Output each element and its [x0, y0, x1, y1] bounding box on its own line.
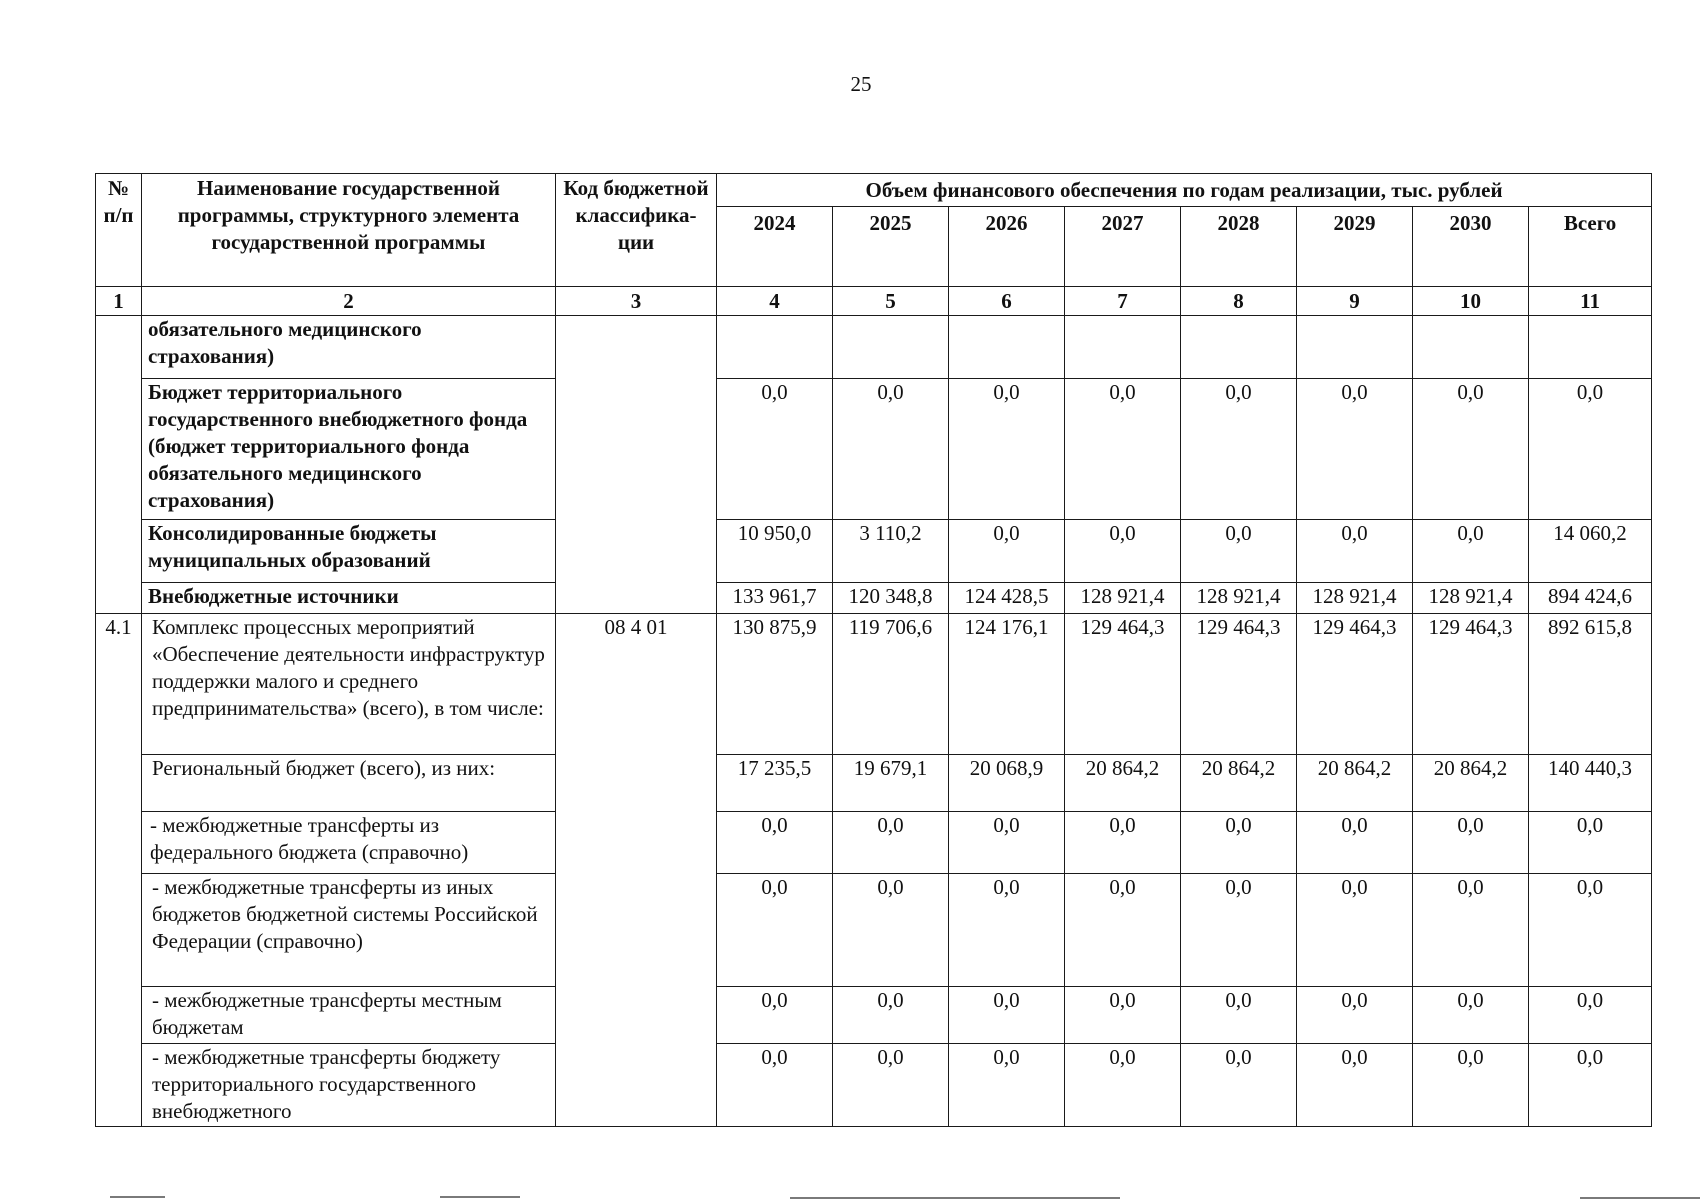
value-cell: 0,0 [1297, 987, 1413, 1044]
value-cell: 0,0 [833, 812, 949, 874]
value-cell: 892 615,8 [1529, 614, 1652, 755]
value-cell: 0,0 [949, 812, 1065, 874]
value-cell [1065, 316, 1181, 379]
table-row [96, 316, 1652, 379]
table-row [96, 1044, 1652, 1127]
value-cell [1413, 316, 1529, 379]
row-name: обязательного медицинского страхования) [142, 316, 556, 379]
value-cell: 0,0 [1065, 520, 1181, 583]
header-num: № п/п [96, 174, 142, 287]
header-year-2025: 2025 [833, 207, 949, 287]
value-cell: 20 864,2 [1413, 755, 1529, 812]
value-cell: 0,0 [1297, 812, 1413, 874]
row-name: Внебюджетные источники [142, 583, 556, 614]
value-cell: 0,0 [717, 874, 833, 987]
value-cell: 0,0 [949, 1044, 1065, 1127]
value-cell: 130 875,9 [717, 614, 833, 755]
value-cell [1181, 316, 1297, 379]
column-index: 11 [1529, 287, 1652, 316]
column-index: 9 [1297, 287, 1413, 316]
row-name: Консолидированные бюджеты муниципальных образований [142, 520, 556, 583]
value-cell: 14 060,2 [1529, 520, 1652, 583]
value-cell: 0,0 [1181, 874, 1297, 987]
value-cell: 129 464,3 [1297, 614, 1413, 755]
value-cell: 0,0 [717, 379, 833, 520]
value-cell: 0,0 [717, 1044, 833, 1127]
value-cell: 0,0 [1529, 987, 1652, 1044]
value-cell: 124 428,5 [949, 583, 1065, 614]
header-year-2030: 2030 [1413, 207, 1529, 287]
value-cell: 0,0 [949, 987, 1065, 1044]
header-year-2029: 2029 [1297, 207, 1413, 287]
table-row [96, 874, 1652, 987]
value-cell: 20 864,2 [1181, 755, 1297, 812]
header-year-2024: 2024 [717, 207, 833, 287]
row-code [556, 316, 717, 614]
row-code: 08 4 01 [556, 614, 717, 1127]
scan-line [1580, 1197, 1700, 1199]
value-cell: 0,0 [1413, 874, 1529, 987]
value-cell: 0,0 [1181, 1044, 1297, 1127]
table-row [96, 520, 1652, 583]
value-cell: 133 961,7 [717, 583, 833, 614]
value-cell: 119 706,6 [833, 614, 949, 755]
column-index: 5 [833, 287, 949, 316]
table-row [96, 583, 1652, 614]
header-year-2026: 2026 [949, 207, 1065, 287]
table-row [96, 379, 1652, 520]
table-row [96, 987, 1652, 1044]
value-cell: 0,0 [1181, 379, 1297, 520]
column-index: 4 [717, 287, 833, 316]
value-cell: 0,0 [949, 874, 1065, 987]
financing-table [95, 173, 1652, 1127]
value-cell [717, 316, 833, 379]
value-cell: 0,0 [949, 379, 1065, 520]
value-cell: 0,0 [1529, 874, 1652, 987]
header-name: Наименование государственной программы, структурного элемента государственной программы [142, 174, 556, 287]
value-cell: 0,0 [1529, 812, 1652, 874]
value-cell: 0,0 [1297, 1044, 1413, 1127]
row-number [96, 316, 142, 614]
value-cell [1297, 316, 1413, 379]
scan-line [110, 1196, 165, 1198]
value-cell: 0,0 [1065, 874, 1181, 987]
value-cell: 128 921,4 [1181, 583, 1297, 614]
value-cell: 0,0 [1181, 520, 1297, 583]
column-index: 1 [96, 287, 142, 316]
header-year-2027: 2027 [1065, 207, 1181, 287]
table-row [96, 812, 1652, 874]
value-cell: 129 464,3 [1413, 614, 1529, 755]
column-index: 8 [1181, 287, 1297, 316]
value-cell: 0,0 [1413, 1044, 1529, 1127]
row-name: Бюджет территориального государственного внебюджетного фонда (бюджет территориального фонда обязательного медицинского страхования) [142, 379, 556, 520]
header-code: Код бюджетной классифика- ции [556, 174, 717, 287]
row-name: Комплекс процессных мероприятий «Обеспечение деятельности инфраструктур поддержки малого и среднего предпринимательства» (всего), в том числе: [142, 614, 556, 755]
value-cell: 0,0 [833, 379, 949, 520]
value-cell: 0,0 [1413, 520, 1529, 583]
value-cell: 20 864,2 [1297, 755, 1413, 812]
value-cell: 20 864,2 [1065, 755, 1181, 812]
value-cell: 128 921,4 [1413, 583, 1529, 614]
column-index: 7 [1065, 287, 1181, 316]
table-row [96, 614, 1652, 755]
header-total: Всего [1529, 207, 1652, 287]
header-row-top [96, 174, 1652, 207]
column-index: 2 [142, 287, 556, 316]
value-cell: 20 068,9 [949, 755, 1065, 812]
value-cell: 0,0 [1529, 1044, 1652, 1127]
value-cell: 0,0 [1529, 379, 1652, 520]
value-cell: 0,0 [1297, 874, 1413, 987]
row-name: - межбюджетные трансферты бюджету территориального государственного внебюджетного [142, 1044, 556, 1127]
value-cell: 0,0 [1065, 379, 1181, 520]
value-cell: 0,0 [833, 874, 949, 987]
page-number: 25 [850, 72, 872, 96]
value-cell: 0,0 [1181, 987, 1297, 1044]
value-cell: 140 440,3 [1529, 755, 1652, 812]
row-name: - межбюджетные трансферты из иных бюджетов бюджетной системы Российской Федерации (справочно) [142, 874, 556, 987]
value-cell: 129 464,3 [1065, 614, 1181, 755]
value-cell [833, 316, 949, 379]
value-cell: 0,0 [1297, 379, 1413, 520]
row-name: Региональный бюджет (всего), из них: [142, 755, 556, 812]
value-cell: 128 921,4 [1065, 583, 1181, 614]
value-cell: 0,0 [1065, 812, 1181, 874]
column-index: 6 [949, 287, 1065, 316]
value-cell: 10 950,0 [717, 520, 833, 583]
value-cell: 894 424,6 [1529, 583, 1652, 614]
value-cell: 0,0 [1413, 379, 1529, 520]
value-cell: 0,0 [1413, 987, 1529, 1044]
value-cell: 120 348,8 [833, 583, 949, 614]
scan-line [440, 1196, 520, 1198]
value-cell [949, 316, 1065, 379]
value-cell: 19 679,1 [833, 755, 949, 812]
value-cell: 0,0 [1065, 1044, 1181, 1127]
row-name: - межбюджетные трансферты местным бюджетам [142, 987, 556, 1044]
table-row [96, 755, 1652, 812]
value-cell: 0,0 [1181, 812, 1297, 874]
value-cell [1529, 316, 1652, 379]
header-volume: Объем финансового обеспечения по годам реализации, тыс. рублей [717, 174, 1652, 207]
value-cell: 3 110,2 [833, 520, 949, 583]
value-cell: 0,0 [1297, 520, 1413, 583]
column-index-row [96, 287, 1652, 316]
value-cell: 17 235,5 [717, 755, 833, 812]
value-cell: 128 921,4 [1297, 583, 1413, 614]
value-cell: 0,0 [833, 1044, 949, 1127]
value-cell: 0,0 [1413, 812, 1529, 874]
value-cell: 0,0 [949, 520, 1065, 583]
value-cell: 0,0 [1065, 987, 1181, 1044]
value-cell: 0,0 [717, 987, 833, 1044]
value-cell: 0,0 [717, 812, 833, 874]
value-cell: 124 176,1 [949, 614, 1065, 755]
value-cell: 129 464,3 [1181, 614, 1297, 755]
header-year-2028: 2028 [1181, 207, 1297, 287]
column-index: 10 [1413, 287, 1529, 316]
row-number: 4.1 [96, 614, 142, 1127]
scan-line [790, 1197, 1120, 1199]
row-name: - межбюджетные трансферты из федерального бюджета (справочно) [142, 812, 556, 874]
column-index: 3 [556, 287, 717, 316]
value-cell: 0,0 [833, 987, 949, 1044]
